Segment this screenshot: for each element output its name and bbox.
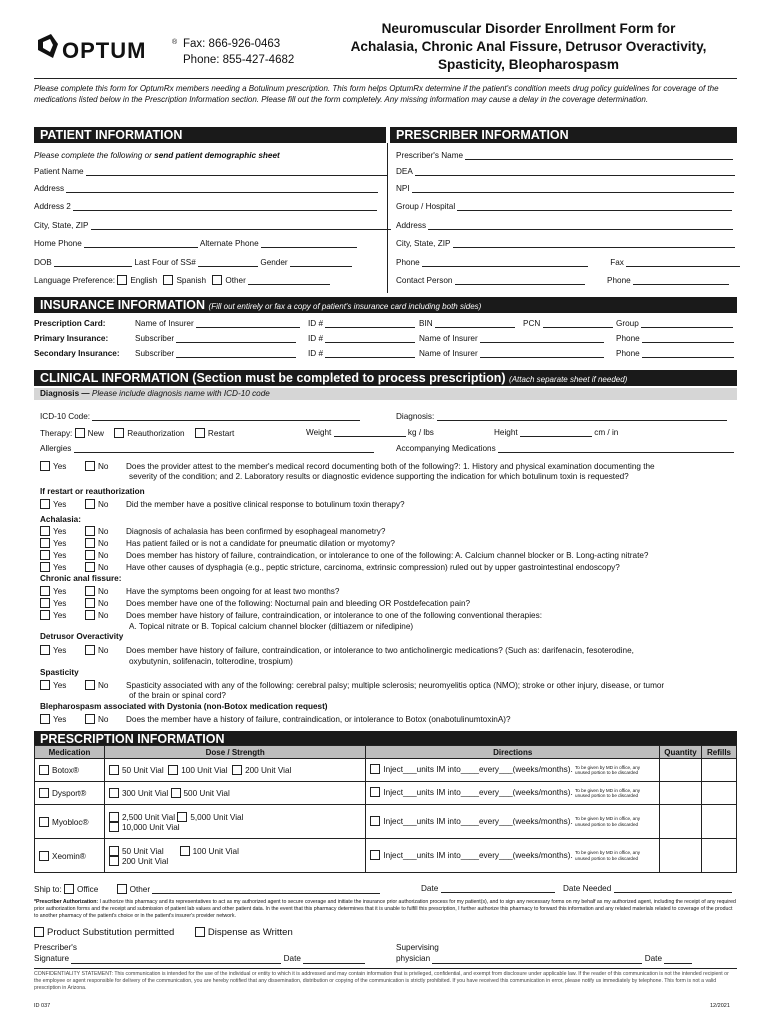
diagnosis-bar: Diagnosis — Please include diagnosis name with ICD-10 code <box>34 388 737 400</box>
refills-cell[interactable] <box>702 782 737 805</box>
reauth-checkbox[interactable] <box>114 428 124 438</box>
no-checkbox[interactable] <box>85 499 95 509</box>
patient-city-field[interactable]: City, State, ZIP <box>34 221 391 230</box>
xeomin-checkbox[interactable] <box>39 851 49 861</box>
prescriber-phone-fax[interactable]: Phone Fax <box>396 258 740 267</box>
yes-no-question: Yes No Does member have history of failure, contraindication, or intolerance to one of the following conventional therapies: <box>40 610 542 620</box>
no-checkbox[interactable] <box>85 586 95 596</box>
prescription-section-heading: PRESCRIPTION INFORMATION <box>34 731 737 747</box>
title-line-3: Spasticity, Bleopharospasm <box>437 57 620 72</box>
yes-checkbox[interactable] <box>40 550 50 560</box>
rx-row-botox: Botox® 50 Unit Vial 100 Unit Vial 200 Unit Vial Inject___units IM into____every___(weeks/months). To be given by MD in office, any unused portion to be discarded <box>35 759 737 782</box>
title-line-1: Neuromuscular Disorder Enrollment Form for <box>381 21 676 36</box>
ins-phone-field[interactable]: Phone <box>616 334 734 343</box>
myobloc-checkbox[interactable] <box>39 817 49 827</box>
weight-field[interactable]: Weight kg / lbs <box>306 428 434 437</box>
dysport-checkbox[interactable] <box>39 788 49 798</box>
ins-subscriber-field[interactable]: Subscriber <box>135 334 296 343</box>
question-text: Does member have one of the following: Nocturnal pain and bleeding OR Postdefecation pain? <box>126 599 471 608</box>
dose-checkbox[interactable] <box>109 765 119 775</box>
prescriber-signature: Prescriber's Signature Date <box>34 942 365 964</box>
question-text: Have the symptoms been ongoing for at least two months? <box>126 587 340 596</box>
npi-field[interactable]: NPI <box>396 184 734 193</box>
refills-cell[interactable] <box>702 759 737 782</box>
clinical-subheading: Chronic anal fissure: <box>40 574 122 583</box>
spanish-checkbox[interactable] <box>163 275 173 285</box>
no-checkbox[interactable] <box>85 562 95 572</box>
yes-checkbox[interactable] <box>40 526 50 536</box>
supervising-signature: Supervising physician Date <box>396 942 692 964</box>
ins-phone-field[interactable]: Phone <box>616 349 734 358</box>
form-title <box>326 20 731 74</box>
directions-checkbox[interactable] <box>370 787 380 797</box>
phone-number: Phone: 855-427-4682 <box>183 54 295 66</box>
no-checkbox[interactable] <box>85 714 95 724</box>
no-checkbox[interactable] <box>85 610 95 620</box>
ins-insurer-field[interactable]: Name of Insurer <box>419 349 604 358</box>
intro-text: Please complete this form for OptumRx members needing a Botulinum prescription. This form helps OptumRx determine if the patient's condition meets drug policy guidelines for coverage of the medications listed below in the Prescription Information section. Please fill out the form completely. Any missing information may cause a delay in the coverage determination. <box>34 84 719 104</box>
yes-no-question: Yes No Diagnosis of achalasia has been confirmed by esophageal manometry? <box>40 526 385 536</box>
yes-no-question: Yes No Has patient failed or is not a candidate for pneumatic dilation or myotomy? <box>40 538 395 548</box>
ins-row-label: Secondary Insurance: <box>34 349 120 358</box>
yes-no-question: Yes No Have the symptoms been ongoing for at least two months? <box>40 586 339 596</box>
botox-checkbox[interactable] <box>39 765 49 775</box>
yes-checkbox[interactable] <box>40 562 50 572</box>
refills-cell[interactable] <box>702 805 737 839</box>
rx-row-myobloc: Myobloc® 2,500 Unit Vial 5,000 Unit Vial 10,000 Unit Vial Inject___units IM into____every___(weeks/months). To be given by MD in office, any unused portion to be discarded <box>35 805 737 839</box>
prescription-table <box>34 745 737 873</box>
yes-no-question: Yes No Did the member have a positive clinical response to botulinum toxin therapy? <box>40 499 405 509</box>
form-date: 12/2021 <box>710 1003 730 1009</box>
directions-checkbox[interactable] <box>370 764 380 774</box>
yes-checkbox[interactable] <box>40 598 50 608</box>
dose-checkbox[interactable] <box>109 788 119 798</box>
yes-checkbox[interactable] <box>40 461 50 471</box>
ins-pcn-field[interactable]: PCN <box>523 319 613 328</box>
page-header <box>0 0 770 82</box>
ship-to-row: Ship to: Office Other <box>34 884 380 894</box>
prescriber-authorization: *Prescriber Authorization: I authorize this pharmacy and its representatives to act as my authorized agent to secure coverage and initiate the insurance prior authorization process for my patient(s), and to sign any necessary forms on my behalf as my authorized agent, including the receipt of any required prior authorization forms and the receipt and submission of patient lab values and other patient data. In the event that this pharmacy determines that it is unable to fulfill this prescription, I further authorize this pharmacy to forward this information and any related materials related to coverage of the product to another pharmacy of the patient's choice or in the patient's insurer's provider network. <box>34 899 736 919</box>
question-text: Diagnosis of achalasia has been confirmed by esophageal manometry? <box>126 527 386 536</box>
quantity-cell[interactable] <box>660 839 702 873</box>
rx-row-xeomin: Xeomin® 50 Unit Vial 100 Unit Vial 200 Unit Vial Inject___units IM into____every___(weeks/months). To be given by MD in office, any unused portion to be discarded <box>35 839 737 873</box>
language-preference: Language Preference: English Spanish Other <box>34 275 330 285</box>
directions-checkbox[interactable] <box>370 850 380 860</box>
clinical-subheading: Blepharospasm associated with Dystonia (non-Botox medication request) <box>40 702 328 711</box>
dispense-as-written-checkbox[interactable] <box>195 927 205 937</box>
yes-no-question: Yes No Does member have history of failure, contraindication, or intolerance to two anticholinergic medications? (Such as: darifenacin, fesoterodine, <box>40 645 634 655</box>
question-text: Did the member have a positive clinical response to botulinum toxin therapy? <box>126 500 405 509</box>
ins-insurer-field[interactable]: Name of Insurer <box>135 319 300 328</box>
yes-no-question: Yes No Does the member have a history of failure, contraindication, or intolerance to Botox (onabotulinumtoxinA)? <box>40 714 511 724</box>
date-needed-field[interactable]: Date Needed <box>563 884 732 893</box>
question-text: severity of the condition; and 2. Laboratory results or diagnostic evidence supporting the indication for which botulinum toxin is requested? <box>129 472 629 481</box>
prescriber-name-field[interactable]: Prescriber's Name <box>396 151 733 160</box>
prescriber-section-heading: PRESCRIBER INFORMATION <box>390 127 737 143</box>
col-quantity: Quantity <box>660 746 702 759</box>
ins-row-label: Primary Insurance: <box>34 334 109 343</box>
product-substitution-checkbox[interactable] <box>34 927 44 937</box>
other-language-checkbox[interactable] <box>212 275 222 285</box>
ins-row-label: Prescription Card: <box>34 319 106 328</box>
yes-no-question: Yes No Spasticity associated with any of the following: cerebral palsy; multiple sclerosis; neuromyelitis optica (NMO); stroke or other injury, disease, or tumor <box>40 680 664 690</box>
rx-header-row <box>35 746 737 759</box>
allergies-field[interactable]: Allergies <box>40 444 374 453</box>
col-directions: Directions <box>366 746 660 759</box>
restart-checkbox[interactable] <box>195 428 205 438</box>
patient-address-field[interactable]: Address <box>34 184 378 193</box>
question-text: of the brain or spinal cord? <box>129 691 226 700</box>
prescriber-city-field[interactable]: City, State, ZIP <box>396 239 735 248</box>
form-id: ID 037 <box>34 1003 51 1009</box>
ins-id-field[interactable]: ID # <box>308 319 415 328</box>
dose-checkbox[interactable] <box>180 846 190 856</box>
patient-name-field[interactable]: Patient Name <box>34 167 388 176</box>
title-line-2: Achalasia, Chronic Anal Fissure, Detrusor Overactivity, <box>350 39 707 54</box>
clinical-section-heading: CLINICAL INFORMATION (Section must be completed to process prescription) (Attach separate sheet if needed) <box>34 370 737 386</box>
question-text: Has patient failed or is not a candidate for pneumatic dilation or myotomy? <box>126 539 395 548</box>
dea-field[interactable]: DEA <box>396 167 735 176</box>
ins-bin-field[interactable]: BIN <box>419 319 515 328</box>
confidentiality-statement: CONFIDENTIALITY STATEMENT: This communication is intended for the use of the individual or entity to which it is addressed and may contain information that is privileged, confidential, and exempt from disclosure under applicable law. If the reader of this communication is not the intended recipient or the employee or agent responsible for delivery of the communication, you are hereby notified that any dissemination, distribution or copying of the communication is strictly prohibited. If you have received this communication in error, please notify us immediately by telephone. This form is not a valid prescription in Arizona. <box>34 971 729 991</box>
therapy-row: Therapy: New Reauthorization Restart <box>40 429 235 438</box>
clinical-subheading: Spasticity <box>40 668 79 677</box>
insurance-section-heading: INSURANCE INFORMATION (Fill out entirely or fax a copy of patient's insurance card including both sides) <box>34 297 737 313</box>
contact-info <box>183 36 294 68</box>
patient-note: Please complete the following or send patient demographic sheet <box>34 151 280 160</box>
dose-checkbox[interactable] <box>177 812 187 822</box>
col-dose: Dose / Strength <box>104 746 365 759</box>
contact-person-field[interactable]: Contact Person Phone <box>396 276 729 285</box>
directions-checkbox[interactable] <box>370 816 380 826</box>
no-checkbox[interactable] <box>85 598 95 608</box>
patient-section-heading: PATIENT INFORMATION <box>34 127 386 143</box>
ins-group-field[interactable]: Group <box>616 319 733 328</box>
yes-checkbox[interactable] <box>40 499 50 509</box>
clinical-subheading: Achalasia: <box>40 515 81 524</box>
dose-checkbox[interactable] <box>232 765 242 775</box>
diagnosis-field[interactable]: Diagnosis: <box>396 412 727 421</box>
accompanying-meds-field[interactable]: Accompanying Medications <box>396 444 734 453</box>
group-hospital-field[interactable]: Group / Hospital <box>396 202 732 211</box>
ins-id-field[interactable]: ID # <box>308 334 415 343</box>
dose-checkbox[interactable] <box>109 856 119 866</box>
clinical-subheading: Detrusor Overactivity <box>40 632 124 641</box>
question-text: oxybutynin, solifenacin, tolterodine, trospium) <box>129 657 293 666</box>
col-medication: Medication <box>35 746 105 759</box>
patient-phone-fields[interactable]: Home Phone Alternate Phone <box>34 239 357 248</box>
fax-number: Fax: 866-926-0463 <box>183 38 281 50</box>
ins-insurer-field[interactable]: Name of Insurer <box>419 334 604 343</box>
ship-office-checkbox[interactable] <box>64 884 74 894</box>
ship-other-checkbox[interactable] <box>117 884 127 894</box>
dose-checkbox[interactable] <box>171 788 181 798</box>
patient-address2-field[interactable]: Address 2 <box>34 202 377 211</box>
question-text: Does the provider attest to the member's medical record documenting both of the following?: 1. History and physical examination documenting the <box>126 462 655 471</box>
question-text: Have other causes of dysphagia (e.g., peptic stricture, carcinoma, extrinsic compression) ruled out by upper gastrointestinal endoscopy? <box>126 563 620 572</box>
optum-logo: OPTUM ® <box>34 30 174 66</box>
question-text: Does member have history of failure, contraindication, or intolerance to two anticholinergic medications? (Such as: darifenacin, fesoterodine, <box>126 646 634 655</box>
yes-checkbox[interactable] <box>40 610 50 620</box>
dose-checkbox[interactable] <box>109 822 119 832</box>
yes-no-question: Yes No Have other causes of dysphagia (e.g., peptic stricture, carcinoma, extrinsic compression) ruled out by upper gastrointestinal endoscopy? <box>40 562 620 572</box>
prescriber-address-field[interactable]: Address <box>396 221 733 230</box>
optum-mark-icon <box>34 30 60 60</box>
question-text: Does the member have a history of failure, contraindication, or intolerance to Botox (onabotulinumtoxinA)? <box>126 715 511 724</box>
icd10-field[interactable]: ICD-10 Code: <box>40 412 360 421</box>
no-checkbox[interactable] <box>85 526 95 536</box>
quantity-cell[interactable] <box>660 782 702 805</box>
question-text: Does member has history of failure, contraindication, or intolerance to one of the following: A. Calcium channel blocker or B. Long-acting nitrate? <box>126 551 649 560</box>
col-refills: Refills <box>702 746 737 759</box>
new-checkbox[interactable] <box>75 428 85 438</box>
yes-no-question: Yes No Does member has history of failure, contraindication, or intolerance to one of the following: A. Calcium channel blocker or B. Long-acting nitrate? <box>40 550 648 560</box>
yes-checkbox[interactable] <box>40 680 50 690</box>
clinical-subheading: If restart or reauthorization <box>40 487 145 496</box>
yes-checkbox[interactable] <box>40 714 50 724</box>
ship-date-field[interactable]: Date <box>421 884 555 893</box>
question-text: Spasticity associated with any of the following: cerebral palsy; multiple sclerosis; neuromyelitis optica (NMO); stroke or other injury, disease, or tumor <box>126 681 665 690</box>
yes-no-question: Yes No Does member have one of the following: Nocturnal pain and bleeding OR Postdefecation pain? <box>40 598 470 608</box>
dose-checkbox[interactable] <box>168 765 178 775</box>
yes-checkbox[interactable] <box>40 586 50 596</box>
quantity-cell[interactable] <box>660 805 702 839</box>
height-field[interactable]: Height cm / in <box>494 428 619 437</box>
no-checkbox[interactable] <box>85 680 95 690</box>
no-checkbox[interactable] <box>85 550 95 560</box>
yes-no-question: Yes No Does the provider attest to the member's medical record documenting both of the following?: 1. History and physical examination documenting the <box>40 461 655 471</box>
question-text: A. Topical nitrate or B. Topical calcium channel blocker (diltiazem or nifedipine) <box>129 622 414 631</box>
no-checkbox[interactable] <box>85 645 95 655</box>
yes-checkbox[interactable] <box>40 645 50 655</box>
rx-row-dysport: Dysport® 300 Unit Vial 500 Unit Vial Inject___units IM into____every___(weeks/months). To be given by MD in office, any unused portion to be discarded <box>35 782 737 805</box>
no-checkbox[interactable] <box>85 538 95 548</box>
dose-checkbox[interactable] <box>109 812 119 822</box>
refills-cell[interactable] <box>702 839 737 873</box>
no-checkbox[interactable] <box>85 461 95 471</box>
ins-id-field[interactable]: ID # <box>308 349 415 358</box>
question-text: Does member have history of failure, contraindication, or intolerance to one of the following conventional therapies: <box>126 611 542 620</box>
brand-name: OPTUM <box>62 38 147 63</box>
english-checkbox[interactable] <box>117 275 127 285</box>
substitution-row: Product Substitution permitted Dispense as Written <box>34 927 293 938</box>
ins-subscriber-field[interactable]: Subscriber <box>135 349 296 358</box>
quantity-cell[interactable] <box>660 759 702 782</box>
patient-dob-fields[interactable]: DOB Last Four of SS# Gender <box>34 258 352 267</box>
dose-checkbox[interactable] <box>109 846 119 856</box>
yes-checkbox[interactable] <box>40 538 50 548</box>
